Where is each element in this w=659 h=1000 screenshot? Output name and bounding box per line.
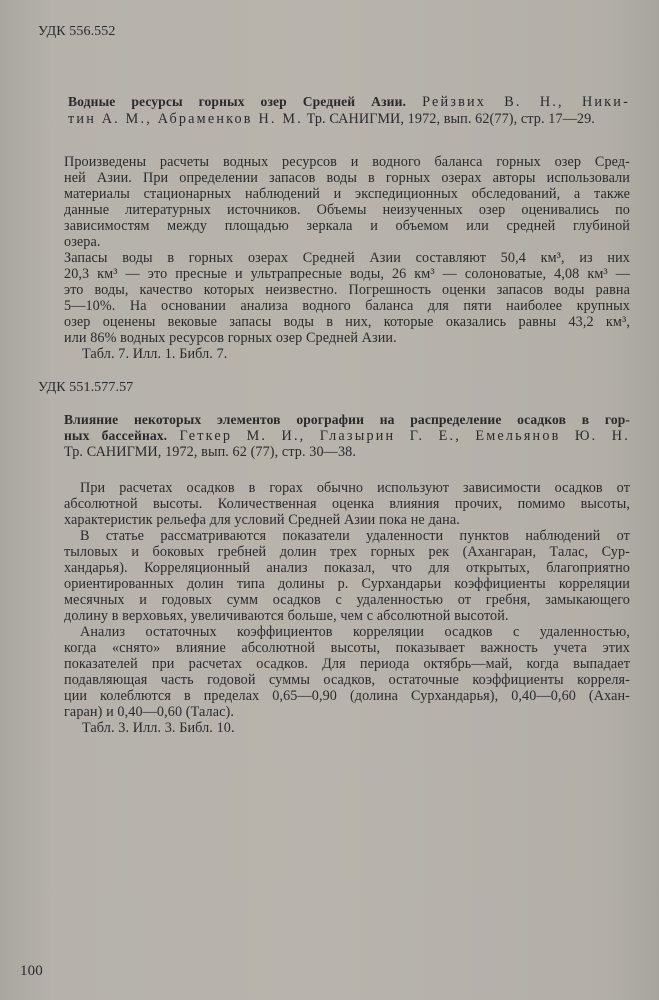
body-line: При расчетах осадков в горах обычно используют зависимости осадков от: [80, 480, 630, 496]
abstract-authors: Геткер М. И., Глазырин Г. Е., Емельянов Ю. Н.: [179, 428, 630, 444]
body-line: долину в верховьях, увеличиваются больше, чем с абсолютной высотой.: [64, 608, 509, 624]
abstract-authors: Рейзвих В. Н., Ники-: [422, 94, 630, 110]
body-line: 20,3 км³ — это пресные и ультрапресные воды, 26 км³ — солоноватые, 4,08 км³ —: [64, 266, 630, 282]
body-line: или 86% водных ресурсов горных озер Средней Азии.: [64, 330, 397, 346]
body-line: Анализ остаточных коэффициентов корреляции осадков с удаленностью,: [80, 624, 630, 640]
body-line: В статье рассматриваются показатели удаленности пунктов наблюдений от: [80, 528, 630, 544]
body-line: зависимостям между площадью зеркала и объемом или средней глубиной: [64, 218, 630, 234]
body-line: тыловых и боковых гребней долин трех горных рек (Ахангаран, Талас, Сур-: [64, 544, 630, 560]
abstract-title: ных бассейнах.: [64, 428, 168, 443]
body-line: ней Азии. При определении запасов воды в горных озерах авторы использовали: [64, 170, 630, 186]
body-line: ции колеблются в пределах 0,65—0,90 (долина Сурхандарья), 0,40—0,60 (Ахан-: [64, 688, 630, 704]
abstract-source: Тр. САНИГМИ, 1972, вып. 62(77), стр. 17—29.: [306, 111, 595, 127]
abstract-title: Водные ресурсы горных озер Средней Азии.: [68, 94, 407, 109]
abstract-header-line: [64, 428, 630, 444]
body-line: абсолютной высоты. Количественная оценка влияния прочих, помимо высоты,: [64, 496, 630, 512]
page-number: 100: [20, 963, 43, 979]
body-line: показателей при расчетах осадков. Для периода октябрь—май, когда выпадает: [64, 656, 630, 672]
abstract-title: Влияние некоторых элементов орографии на распределение осадков в гор-: [64, 412, 630, 427]
body-line: озер оценены вековые запасы воды в них, которые оказались равны 43,2 км³,: [64, 314, 630, 330]
abstract-source: Тр. САНИГМИ, 1972, вып. 62 (77), стр. 30—38.: [64, 444, 356, 460]
body-line: 5—10%. На основании анализа водного баланса для пяти наиболее крупных: [64, 298, 630, 314]
body-line: ориентированных долин типа долины р. Сурхандарьи коэффициенты корреляции: [64, 576, 630, 592]
body-line: озера.: [64, 234, 101, 250]
body-line: месячных и годовых сумм осадков с удаленностью от гребня, замыкающего: [64, 592, 630, 608]
abstract-header-line: [68, 94, 630, 110]
body-line: материалы стационарных наблюдений и экспедиционных обследований, а также: [64, 186, 630, 202]
udc-code: УДК 551.577.57: [38, 380, 134, 395]
body-line: характеристик рельефа для условий Средней Азии пока не дана.: [64, 512, 460, 528]
body-line: это воды, качество которых неизвестно. Погрешность оценки запасов воды равна: [64, 282, 630, 298]
references-summary: Табл. 7. Илл. 1. Библ. 7.: [82, 346, 228, 362]
body-line: хандарья). Корреляционный анализ показал, что для открытых, благоприятно: [64, 560, 630, 576]
abstract-header-line: [64, 412, 630, 428]
body-line: Запасы воды в горных озерах Средней Азии составляют 50,4 км³, из них: [64, 250, 630, 266]
body-line: подавляющая часть годовой суммы осадков, остаточные коэффициенты корреля-: [64, 672, 630, 688]
body-line: данные литературных источников. Объемы неизученных озер оценивались по: [64, 202, 630, 218]
abstract-authors: тин А. М., Абраменков Н. М.: [68, 111, 303, 127]
udc-code: УДК 556.552: [38, 24, 116, 39]
body-line: гаран) и 0,40—0,60 (Талас).: [64, 704, 235, 720]
body-line: Произведены расчеты водных ресурсов и водного баланса горных озер Сред-: [64, 154, 630, 170]
body-line: когда «снято» влияние абсолютной высоты, показывает важность учета этих: [64, 640, 630, 656]
references-summary: Табл. 3. Илл. 3. Библ. 10.: [82, 720, 235, 736]
abstract-header-line: [68, 111, 630, 127]
